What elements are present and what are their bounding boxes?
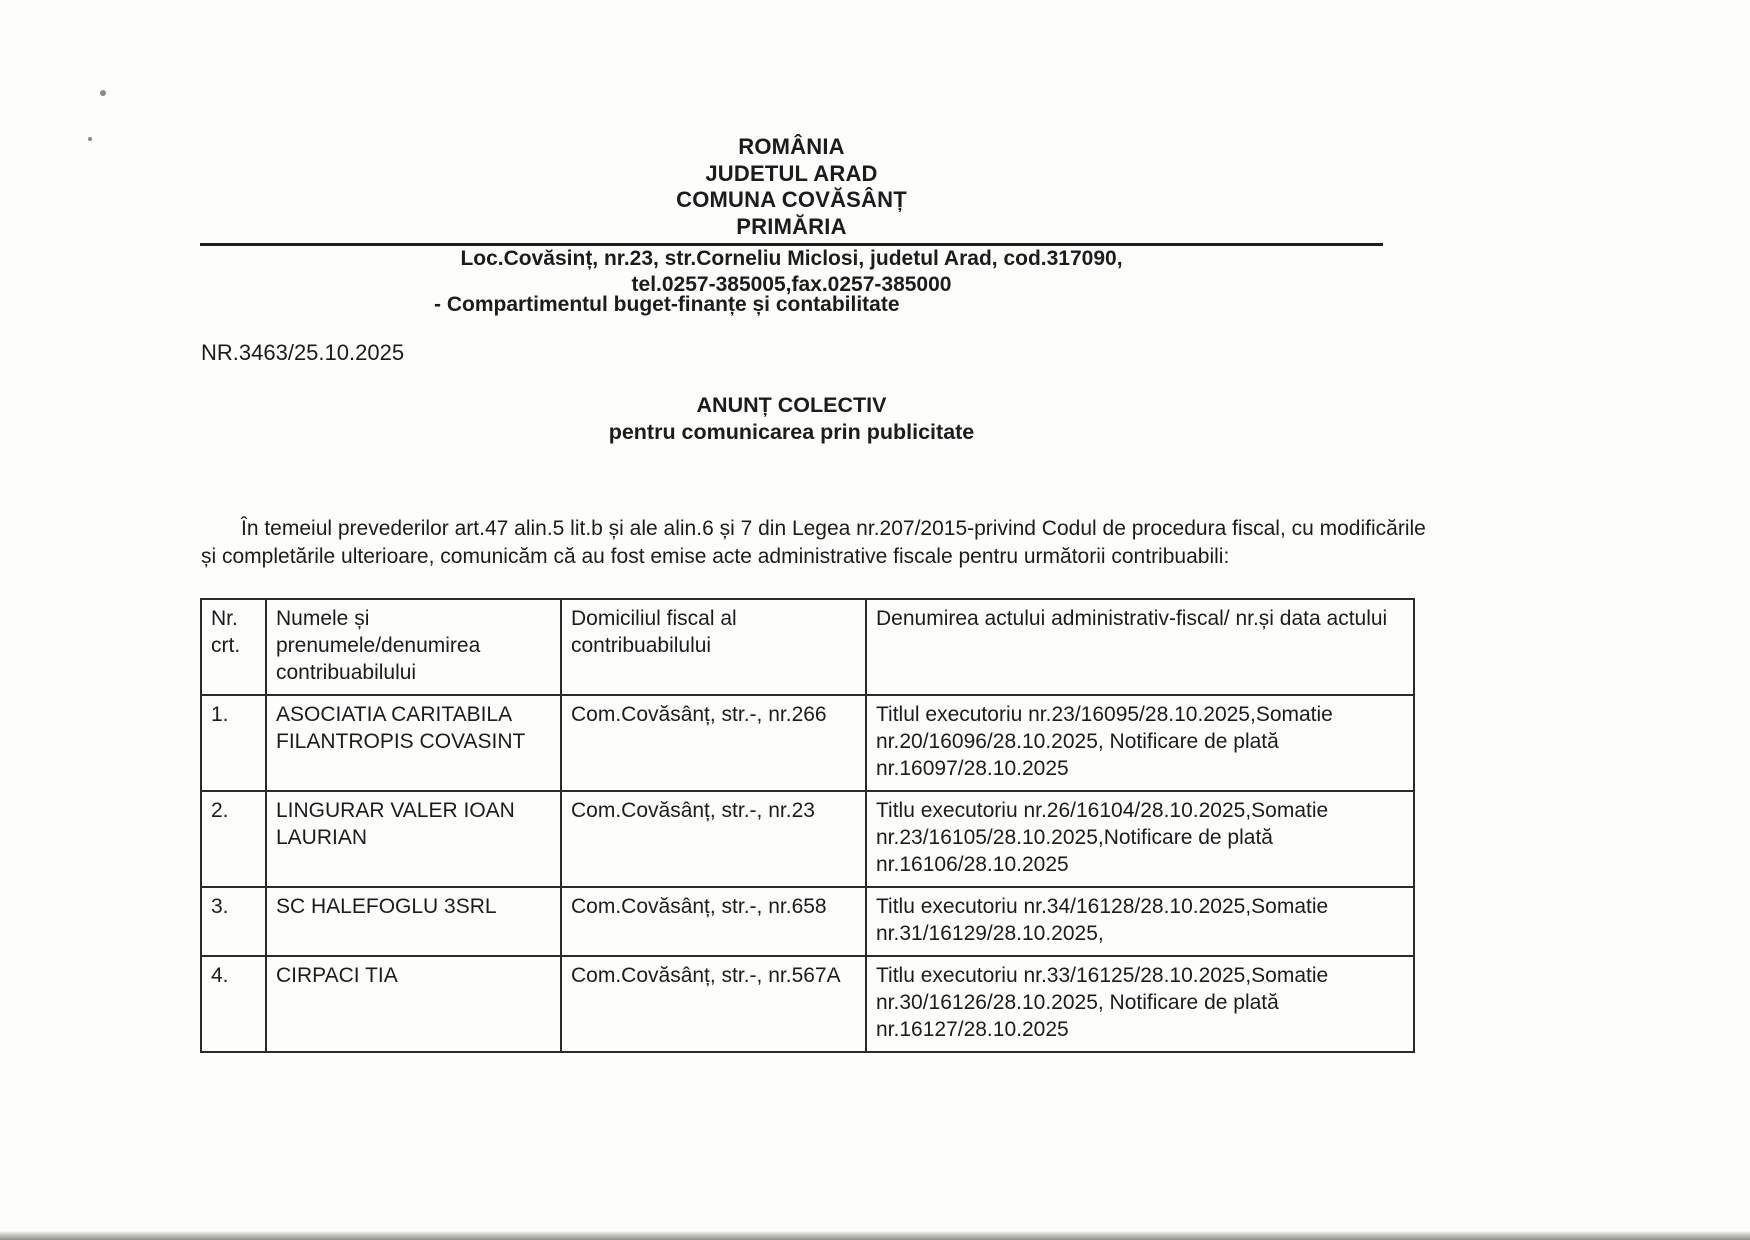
letterhead-county: JUDETUL ARAD bbox=[705, 160, 878, 186]
intro-paragraph: În temeiul prevederilor art.47 alin.5 lit.b și ale alin.6 și 7 din Legea nr.207/2015-privind Codul de procedura fiscal, cu modificările și completările ulterioare, comunicăm că au fost emise acte administrative fiscale pentru următorii contribuabili: bbox=[201, 517, 1426, 568]
registration-number: NR.3463/25.10.2025 bbox=[201, 340, 405, 365]
department-line: - Compartimentul buget-finanțe și contabilitate bbox=[434, 293, 900, 316]
document-title: ANUNȚ COLECTIV bbox=[696, 393, 887, 417]
table-header-row bbox=[201, 599, 1414, 695]
header-act-name: Denumirea actului administrativ-fiscal/ nr.și data actului bbox=[866, 599, 1414, 695]
scan-speck-artifact bbox=[88, 137, 92, 141]
address-block bbox=[200, 246, 1383, 298]
header-nr-crt: Nr. crt. bbox=[201, 599, 266, 695]
contribuabili-table bbox=[200, 598, 1415, 1053]
cell-address: Com.Covăsânț, str.-, nr.567A bbox=[561, 956, 866, 1052]
cell-acts: Titlu executoriu nr.33/16125/28.10.2025,Somatie nr.30/16126/28.10.2025, Notificare de plată nr.16127/28.10.2025 bbox=[866, 956, 1414, 1052]
phone-fax-line: tel.0257-385005,fax.0257-385000 bbox=[631, 273, 952, 296]
table-row bbox=[201, 956, 1414, 1052]
header-name: Numele și prenumele/denumirea contribuabilului bbox=[266, 599, 561, 695]
cell-name: SC HALEFOGLU 3SRL bbox=[266, 887, 561, 956]
cell-address: Com.Covăsânț, str.-, nr.266 bbox=[561, 695, 866, 791]
cell-address: Com.Covăsânț, str.-, nr.658 bbox=[561, 887, 866, 956]
table-row bbox=[201, 887, 1414, 956]
letterhead bbox=[200, 134, 1383, 254]
letterhead-country: ROMÂNIA bbox=[738, 134, 845, 159]
scan-edge-artifact bbox=[0, 1231, 1750, 1240]
cell-nr: 3. bbox=[201, 887, 266, 956]
letterhead-commune: COMUNA COVĂSÂNȚ bbox=[676, 187, 907, 212]
header-fiscal-domicile: Domiciliul fiscal al contribuabilului bbox=[561, 599, 866, 695]
table-row bbox=[201, 695, 1414, 791]
cell-name: ASOCIATIA CARITABILA FILANTROPIS COVASINT bbox=[266, 695, 561, 791]
table-row bbox=[201, 791, 1414, 887]
cell-nr: 4. bbox=[201, 956, 266, 1052]
address-line: Loc.Covăsinț, nr.23, str.Corneliu Miclosi, judetul Arad, cod.317090, bbox=[460, 247, 1123, 270]
cell-nr: 2. bbox=[201, 791, 266, 887]
cell-acts: Titlu executoriu nr.26/16104/28.10.2025,Somatie nr.23/16105/28.10.2025,Notificare de plată nr.16106/28.10.2025 bbox=[866, 791, 1414, 887]
cell-acts: Titlu executoriu nr.34/16128/28.10.2025,Somatie nr.31/16129/28.10.2025, bbox=[866, 887, 1414, 956]
cell-nr: 1. bbox=[201, 695, 266, 791]
cell-name: CIRPACI TIA bbox=[266, 956, 561, 1052]
letterhead-institution: PRIMĂRIA bbox=[736, 213, 847, 239]
cell-acts: Titlul executoriu nr.23/16095/28.10.2025,Somatie nr.20/16096/28.10.2025, Notificare de plată nr.16097/28.10.2025 bbox=[866, 695, 1414, 791]
document-subtitle: pentru comunicarea prin publicitate bbox=[608, 420, 975, 444]
scan-speck-artifact bbox=[100, 90, 106, 96]
cell-address: Com.Covăsânț, str.-, nr.23 bbox=[561, 791, 866, 887]
document-title-block bbox=[200, 392, 1383, 446]
cell-name: LINGURAR VALER IOAN LAURIAN bbox=[266, 791, 561, 887]
